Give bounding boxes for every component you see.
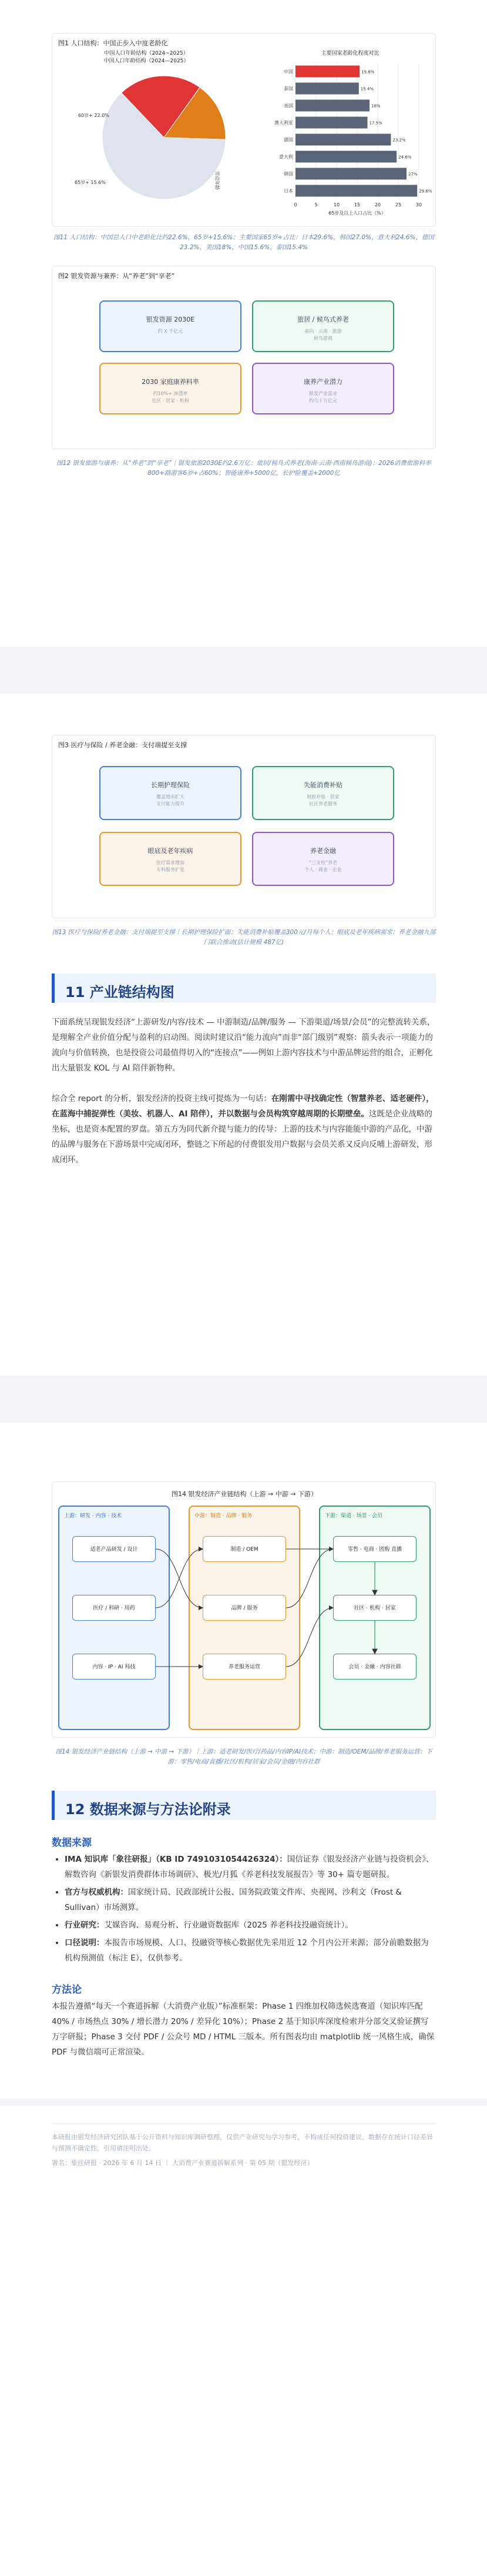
midstream-node: 养老服务运营 (203, 1654, 286, 1680)
pie-chart (70, 64, 240, 217)
downstream-node: 零售 · 电商 · 团购 直播 (333, 1536, 417, 1562)
column-title: 下游：渠道 · 场景 · 会员 (325, 1513, 383, 1519)
midstream-node: 制造 / OEM (203, 1536, 286, 1562)
category-label: 泰国 (284, 86, 293, 92)
card-disability-subsidy: 失能消费补贴 财政补贴 · 居家 社区养老服务 (252, 766, 394, 820)
value-label: 24.6% (398, 155, 412, 160)
figure-12 (52, 266, 436, 449)
subheading-method: 方法论 (52, 1984, 82, 1996)
page-footer (0, 2106, 487, 2576)
midstream-node: 品牌 / 服务 (203, 1595, 286, 1621)
list-item: • IMA 知识库「象往研报」（KB ID 7491031054426324）：国信证券《银发经济产业链与投资机会》、解数咨询《新银发消费群体市场调研》、极光/月狐《养老科技发展报告》等 30+ 篇专题研报。 (65, 1852, 435, 1882)
card-migratory-care: 旅居 / 候鸟式养老 南向 · 云南 · 旅游 候鸟游商 (252, 300, 394, 352)
figure-title: 图2 银发资源与兼养：从“养老”到“享老” (58, 272, 175, 280)
pie-label-work: 劳动年龄 (214, 171, 220, 190)
bar-6 (295, 168, 407, 180)
section-11-paragraph-1: 下面系统呈现银发经济“上游研发/内容/技术 — 中游制造/品牌/服务 — 下游渠道/场景/会员”的完整流转关系，是理解全产业价值分配与盈利的启动图。阅读时建议沿“能力流向”而非“部门级别”观察：箭头表示一项能力的流向与价值转换，也是投资公司最值得切入的“连接点”——例如上游内容技术与中游品牌运营的组合，正孵化出大量银发 KOL 与 AI 陪伴新物种。 (52, 1018, 435, 1073)
x-tick-label: 10 (333, 202, 340, 208)
x-tick-label: 25 (395, 202, 402, 208)
page-gap (0, 2099, 487, 2106)
section-heading-12: 12 数据来源与方法论附录 (52, 1791, 436, 1820)
disclaimer: 本研报由银发经济研究团队基于公开资料与知识库调研整理，仅供产业研究与学习参考，不构成任何投资建议。数据存在统计口径差异与预测不确定性，引用请注明出处。 (52, 2133, 433, 2152)
section-heading-11: 11 产业链结构图 (52, 973, 436, 1003)
category-label: 德国 (284, 137, 293, 143)
flow-arrows (52, 1482, 436, 1738)
bar-7 (295, 185, 417, 197)
value-label: 17.5% (369, 121, 382, 126)
card-eye-disease: 眼底及老年疾病 医疗需求增加 专科服务扩张 (99, 832, 241, 886)
method-paragraph: 本报告遵循“每天一个赛道拆解（大消费产业版）”标准框架：Phase 1 四维加权筛选候选赛道（知识库匹配 40% / 市场热点 30% / 增长潜力 20% / 差异化 10%）；Phase 2 基于知识库深度检索并分部交叉验证撰写万字研报；Phase 3 交付 PDF / 公众号 MD / HTML 三版本。所有图表均由 matplotlib 统一风格生成，确保 PDF 与微信端可正常渲染。 (52, 2002, 435, 2057)
upstream-node: 医疗 / 科研 · 用药 (72, 1595, 156, 1621)
bar-5 (295, 151, 397, 163)
value-label: 29.6% (419, 189, 432, 194)
upstream-node: 适老产品研发 / 设计 (72, 1536, 156, 1562)
downstream-node: 会员 · 金融 · 内容社群 (333, 1654, 417, 1680)
figure-11 (52, 33, 436, 227)
x-tick-label: 15 (354, 202, 361, 208)
card-pension-finance: 养老金融 “三支柱”养老 个人 · 商业 · 企业 (252, 832, 394, 886)
page-gap (0, 1376, 487, 1423)
value-label: 15.4% (360, 86, 374, 92)
card-ltc-insurance: 长期护理保险 覆盖地市扩大 支付能力提升 (99, 766, 241, 820)
upstream-node: 内容 · IP · AI 科技 (72, 1654, 156, 1680)
pie-title: 中国人口年龄结构（2024~2025） 中国人口年龄结构（2024—2025） (103, 51, 189, 64)
page-3 (0, 1423, 487, 2099)
bar-0 (295, 66, 360, 78)
list-item: • 口径说明：本报告市场规模、人口、投融资等核心数据优先采用近 12 个月内公开来源；部分前瞻数据为机构预测值（标注 E），仅供参考。 (65, 1935, 435, 1966)
column-title: 上游：研发 · 内容 · 技术 (64, 1513, 122, 1519)
category-label: 中国 (284, 69, 293, 75)
bar-title: 主要国家老龄化程度对比 (321, 51, 379, 56)
x-tick-label: 0 (294, 202, 297, 208)
figure-14-caption: 图14 银发经济产业链结构（上游 → 中游 → 下游）｜上游：适老研发/医疗/药品/内容IP/AI技术；中游：制造/OEM/品牌/养老服务运营；下游：零售/电商/直播/社区/机构/居家/会员/金融/内容社群 (55, 1748, 432, 1765)
category-label: 意大利 (279, 154, 293, 160)
column-title: 中游：制造 · 品牌 · 服务 (194, 1513, 253, 1519)
page-1 (0, 0, 487, 647)
category-label: 美国 (284, 103, 293, 109)
list-item: • 行业研究：艾媒咨询、易观分析、行业融资数据库（2025 养老科技投融资统计）。 (65, 1918, 435, 1933)
figure-title: 图1 人口结构：中国正步入中度老龄化 (58, 39, 168, 47)
figure-13-caption: 图13 医疗与保险/养老金融：支付端提至支撑｜长期护理保险扩面；失能消费补贴覆盖300元/月每个人；眼底及老年疾病需求；养老金融九部门联合推动(估计规模 487亿) (52, 929, 436, 946)
page-gap (0, 647, 487, 694)
subheading-sources: 数据来源 (52, 1837, 92, 1849)
x-tick-label: 20 (374, 202, 381, 208)
card-health-industry: 康养产业潜力 银发产业需求 约几十万亿元 (252, 363, 394, 414)
pie-label-60: 60岁+ 22.0% (78, 113, 109, 118)
signature-line: 署名：象往研报 · 2026 年 6 月 14 日 ｜ 大消费产业赛道拆解系列 · 第 05 期（银发经济） (52, 2159, 314, 2167)
figure-14 (52, 1481, 436, 1738)
x-tick-label: 30 (415, 202, 422, 208)
sources-list (65, 1852, 435, 1968)
card-home-care: 2030 家庭康养料率 约10%+ 渗透率 社区 · 居家 · 机构 (99, 363, 241, 414)
pie-label-65: 65岁+ 15.6% (75, 180, 106, 185)
bar-chart (259, 57, 432, 222)
category-label: 日本 (284, 188, 293, 194)
figure-title: 图3 医疗与保险 / 养老金融：支付端提至支撑 (58, 741, 187, 749)
figure-12-caption: 图12 银发旅游与康养：从“养老”到“享老”｜银发旅游2030E约2.6万亿；旅居/候鸟式养老(海南·云南·西南候鸟游商)：2026消费旅游料率800+路游客6岁+占60%；智能康养+5000亿，长护险覆盖+2000亿 (56, 460, 431, 477)
value-label: 23.2% (392, 138, 406, 143)
card-silver-tourism: 银发资源 2030E 约 X 千亿元 (99, 300, 241, 352)
list-item: • 官方与权威机构：国家统计局、民政部统计公报、国务院政策文件库、央视网、沙利文（Frost & Sullivan）市场测算。 (65, 1885, 435, 1915)
value-label: 27% (408, 172, 418, 177)
value-label: 18% (371, 103, 381, 109)
downstream-node: 社区 · 机构 · 居家 (333, 1595, 417, 1621)
figure-title: 图14 银发经济产业链结构（上游 → 中游 → 下游） (172, 1490, 317, 1498)
category-label: 韩国 (284, 171, 293, 177)
x-tick-label: 5 (314, 202, 318, 208)
category-label: 澳大利亚 (274, 120, 293, 126)
bar-3 (295, 117, 368, 129)
section-11-paragraph-2: 综合全 report 的分析，银发经济的投资主线可提炼为一句话：在刚需中寻找确定性（智慧养老、适老硬件），在蓝海中捕捉弹性（美妆、机器人、AI 陪伴），并以数据与会员构筑穿越周期的长期壁垒。这既是企业战略的坐标，也是资本配置的罗盘。第五方为同代新介提与能力的传导：上游的技术与内容能能中游的产品化，中游的品牌与服务在下游场景中完成闭环，整链之下所起的付费银发用户数据与会员关系又反向反哺上游研发，形成闭环。 (52, 1094, 434, 1165)
figure-13 (52, 735, 436, 918)
figure-11-caption: 图11 人口结构：中国总人口中老龄化比约22.6%，65岁+15.6%；主要国家65岁+占比：日本29.6%，韩国27.0%，意大利24.6%，德国23.2%，美国18%，中国15.6%，泰国15.4% (53, 234, 434, 251)
x-axis-label: 65岁及以上人口占比（%） (328, 210, 386, 216)
bar-2 (295, 100, 370, 112)
bar-4 (295, 134, 391, 146)
page-2 (0, 694, 487, 1376)
footer-divider (52, 2123, 436, 2124)
value-label: 15.6% (361, 69, 375, 75)
bar-1 (295, 83, 359, 95)
